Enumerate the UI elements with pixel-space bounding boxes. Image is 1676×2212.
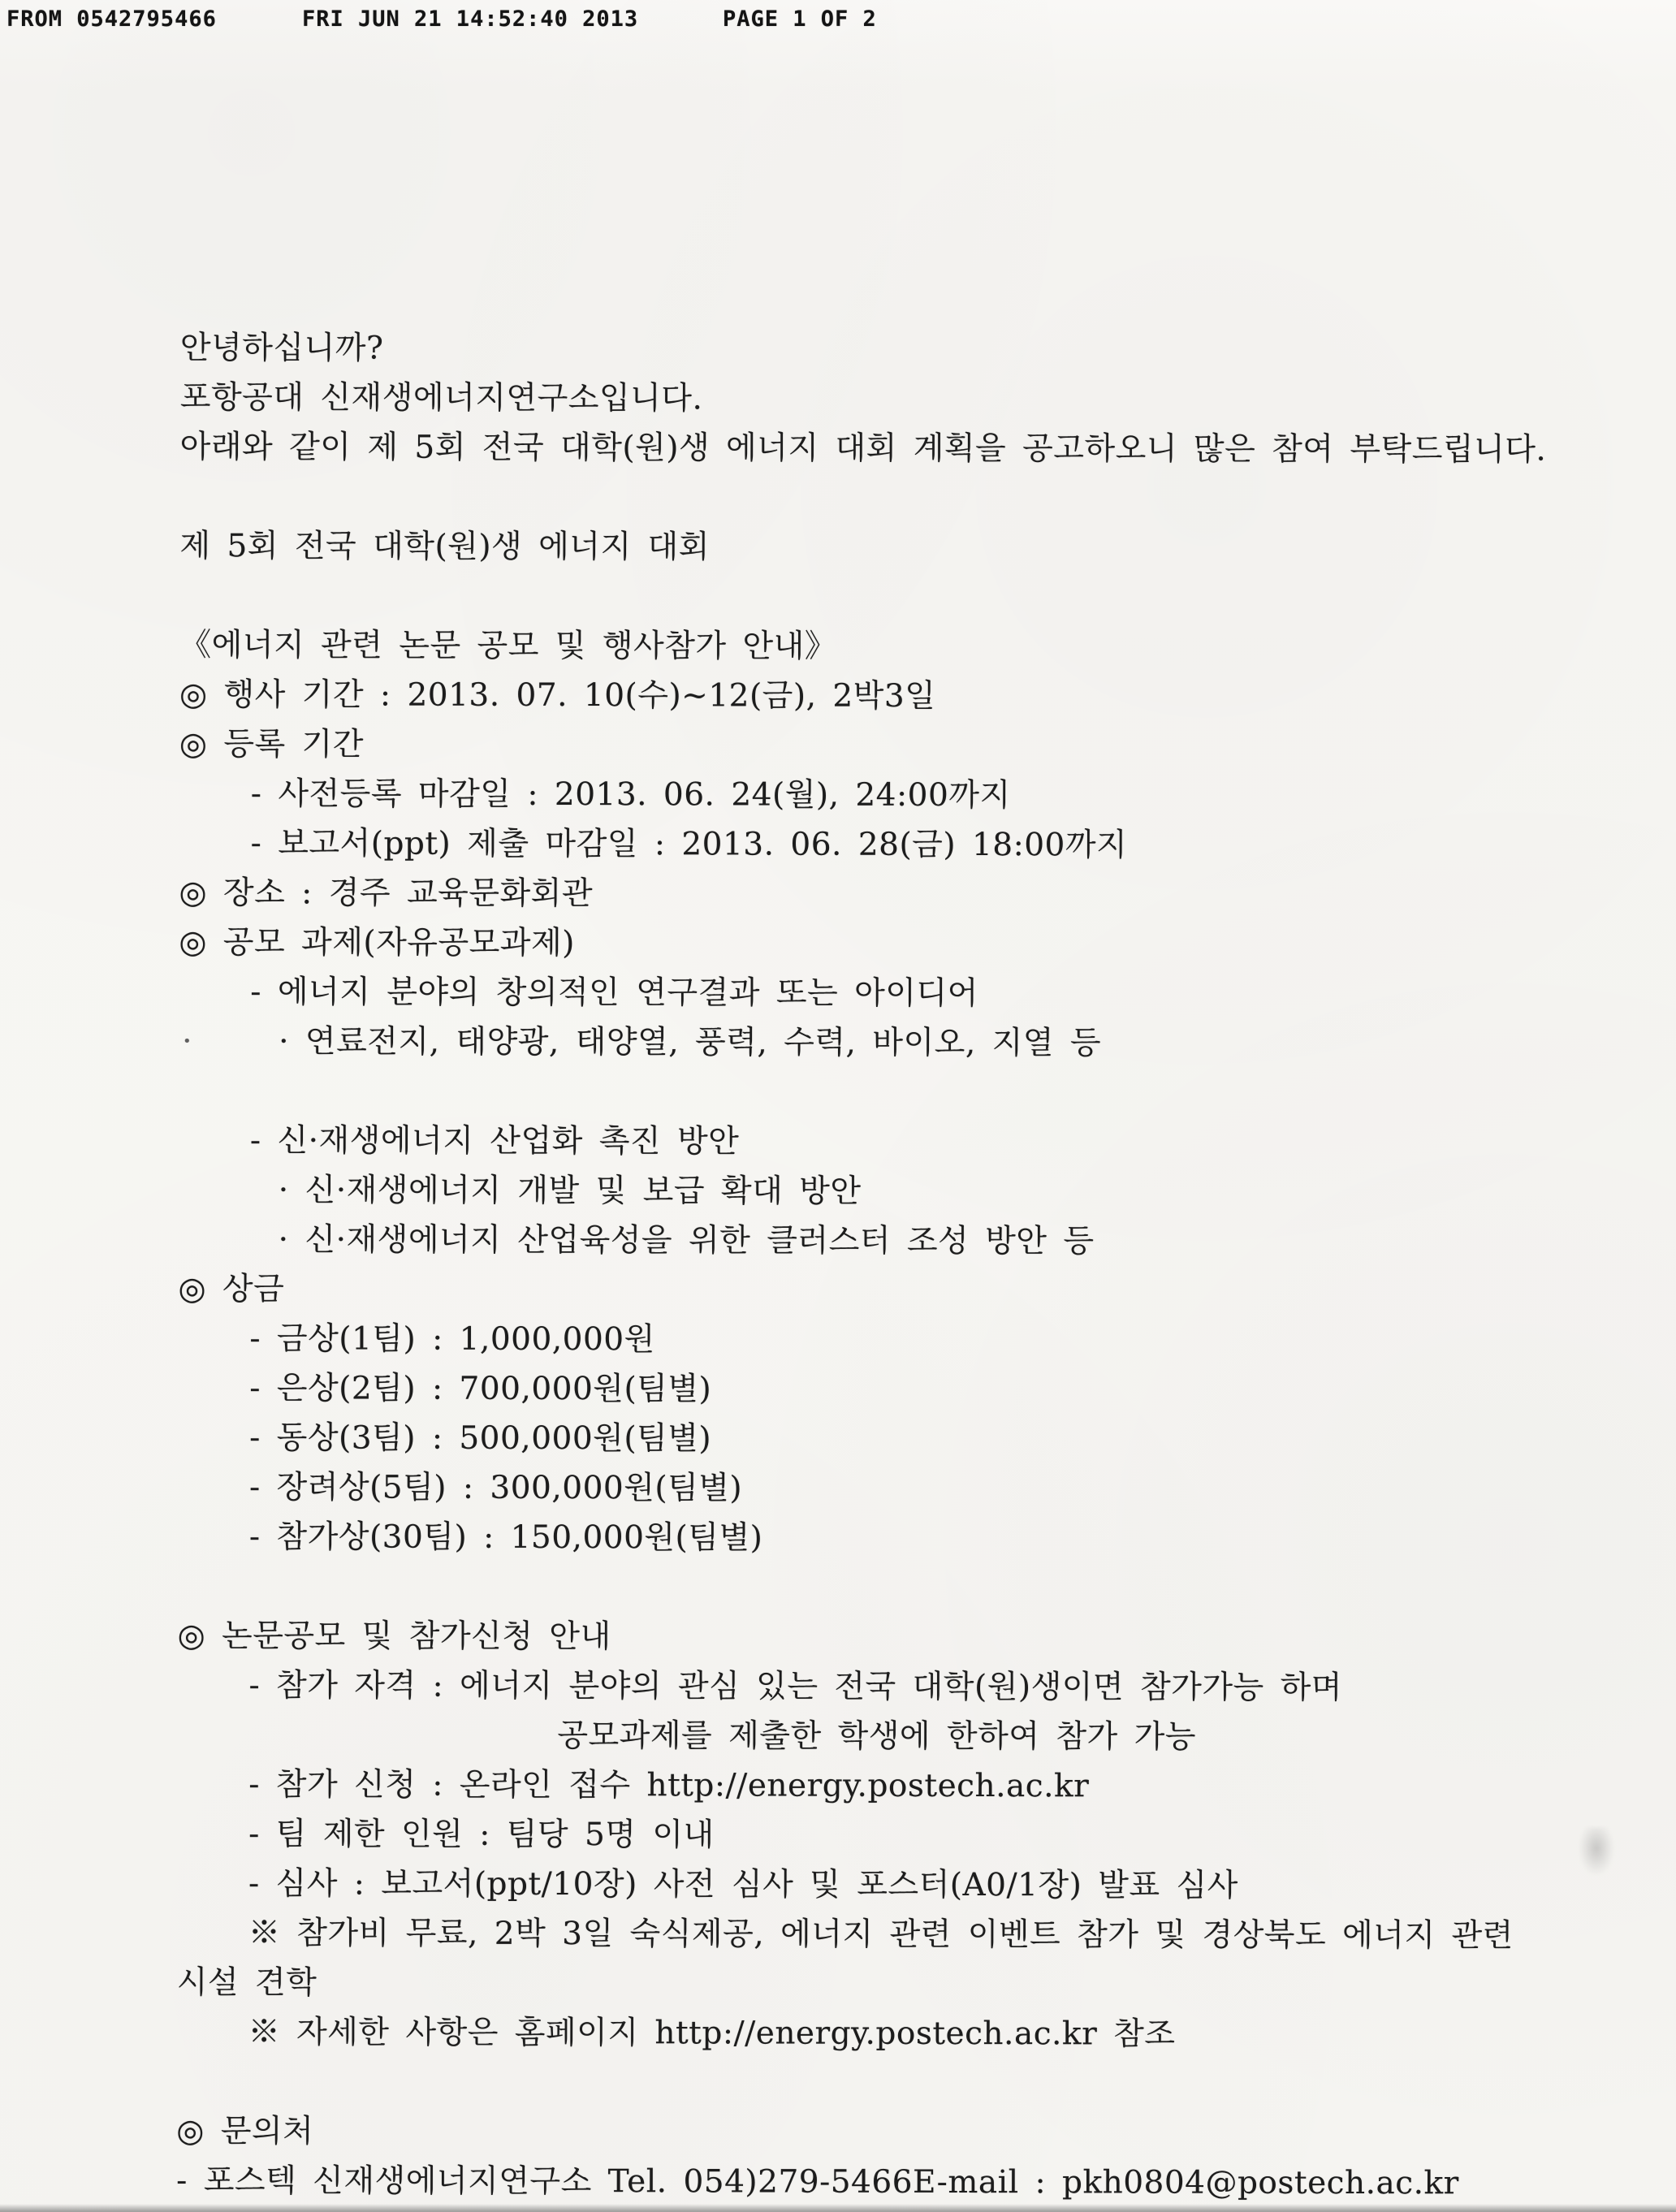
text-line [179, 670, 1675, 723]
text-line-content: - 장려상(5팀) : 300,000원(팀별) [248, 1469, 743, 1507]
text-line-content: - 포스텍 신재생에너지연구소 Tel. 054)279-5466E-mail : pkh0804@postech.ac.kr [176, 2162, 1459, 2202]
text-line-content: 포항공대 신재생에너지연구소입니다. [179, 378, 703, 417]
text-line-content: - 팀 제한 인원 : 팀당 5명 이내 [248, 1816, 715, 1854]
text-line-content: ◎ 장소 : 경주 교육문화회관 [179, 874, 594, 913]
text-line [176, 2106, 1672, 2159]
text-line [179, 769, 1675, 822]
text-line-content: ◎ 상금 [178, 1270, 285, 1308]
text-line [178, 1264, 1674, 1317]
text-line [178, 1512, 1674, 1565]
text-line-content: ◎ 공모 과제(자유공모과제) [179, 923, 575, 962]
text-line-content: ◎ 행사 기간 : 2013. 07. 10(수)~12(금), 2박3일 [179, 676, 936, 715]
text-line [177, 1710, 1673, 1763]
text-line [179, 918, 1674, 970]
text-line-content: ◎ 문의처 [176, 2112, 314, 2150]
text-line-content: 안녕하십니까? [179, 329, 384, 367]
text-line-content: 아래와 같이 제 5회 전국 대학(원)생 에너지 대회 계획을 공고하오니 많은 참여 부탁드립니다. [179, 428, 1547, 469]
text-line [180, 422, 1676, 475]
text-line-content: · 연료전지, 태양광, 태양열, 풍력, 수력, 바이오, 지열 등 [279, 1023, 1102, 1062]
text-line [179, 719, 1675, 772]
text-line [179, 620, 1675, 673]
text-line [180, 323, 1676, 376]
text-line [179, 1165, 1674, 1218]
text-line-content: - 보고서(ppt) 제출 마감일 : 2013. 06. 28(금) 18:00까지 [250, 825, 1128, 864]
text-line-content: - 참가 자격 : 에너지 분야의 관심 있는 전국 대학(원)생이면 참가가능 하며 [248, 1667, 1343, 1707]
text-line-content: · 신·재생에너지 개발 및 보급 확대 방안 [278, 1172, 862, 1210]
text-line-content: ◎ 등록 기간 [179, 725, 364, 763]
text-line-content: 시설 견학 [176, 1964, 317, 2002]
text-line [177, 1661, 1673, 1713]
text-line-content: 《에너지 관련 논문 공모 및 행사참가 안내》 [179, 626, 837, 665]
text-line [177, 1859, 1673, 1912]
text-line-content: - 참가 신청 : 온라인 접수 http://energy.postech.ac.kr [248, 1766, 1090, 1805]
text-line [178, 1314, 1674, 1367]
text-line [177, 2007, 1673, 2060]
scan-bottom-edge [0, 2204, 1676, 2212]
text-line-content: - 사전등록 마감일 : 2013. 06. 24(월), 24:00까지 [250, 775, 1011, 814]
text-line-content: 공모과제를 제출한 학생에 한하여 참가 가능 [557, 1717, 1197, 1756]
document-body [176, 323, 1676, 2209]
text-line [179, 868, 1674, 921]
blank-line [178, 1562, 1674, 1614]
text-line-content: ※ 자세한 사항은 홈페이지 http://energy.postech.ac.kr 참조 [248, 2014, 1176, 2053]
text-line [177, 1760, 1673, 1812]
blank-line [176, 2057, 1672, 2110]
text-line [178, 1462, 1674, 1515]
fax-timestamp: FRI JUN 21 14:52:40 2013 [302, 6, 639, 32]
blank-line [179, 571, 1675, 624]
text-line [179, 1215, 1674, 1268]
text-line-content: ※ 참가비 무료, 2박 3일 숙식제공, 에너지 관련 이벤트 참가 및 경상북도 에너지 관련 [248, 1915, 1514, 1955]
text-line [177, 1809, 1673, 1862]
text-line [179, 1116, 1674, 1169]
fax-page-count: PAGE 1 OF 2 [723, 6, 877, 32]
text-line-content: - 금상(1팀) : 1,000,000원 [249, 1320, 655, 1359]
blank-line [179, 1066, 1674, 1119]
text-line [177, 1958, 1673, 2011]
text-line [177, 1908, 1673, 1961]
text-line [179, 1017, 1674, 1069]
scan-smudge-artifact [1579, 1827, 1613, 1874]
text-line-content: - 은상(2팀) : 700,000원(팀별) [249, 1370, 712, 1408]
fax-sender-number: FROM 0542795466 [6, 6, 217, 32]
text-line [180, 373, 1676, 426]
text-line-content: - 신·재생에너지 산업화 촉진 방안 [249, 1122, 740, 1160]
blank-line [179, 472, 1675, 525]
text-line-content: · 신·재생에너지 산업육성을 위한 클러스터 조성 방안 등 [278, 1221, 1095, 1260]
text-line-content: - 참가상(30팀) : 150,000원(팀별) [248, 1519, 763, 1557]
text-line [179, 967, 1674, 1020]
text-line-content: - 동상(3팀) : 500,000원(팀별) [249, 1419, 712, 1458]
text-line [178, 1363, 1674, 1416]
text-line-content: ◎ 논문공모 및 참가신청 안내 [177, 1617, 611, 1656]
fax-header [0, 6, 1676, 39]
text-line [179, 521, 1675, 574]
text-line [176, 2156, 1672, 2209]
text-line [179, 819, 1675, 871]
stray-dot-mark: · [182, 1023, 193, 1061]
text-line [178, 1413, 1674, 1466]
text-line [178, 1611, 1674, 1664]
text-line-content: - 심사 : 보고서(ppt/10장) 사전 심사 및 포스터(A0/1장) 발표 심사 [248, 1865, 1238, 1904]
text-line-content: - 에너지 분야의 창의적인 연구결과 또는 아이디어 [250, 974, 978, 1013]
text-line-content: 제 5회 전국 대학(원)생 에너지 대회 [179, 527, 710, 566]
